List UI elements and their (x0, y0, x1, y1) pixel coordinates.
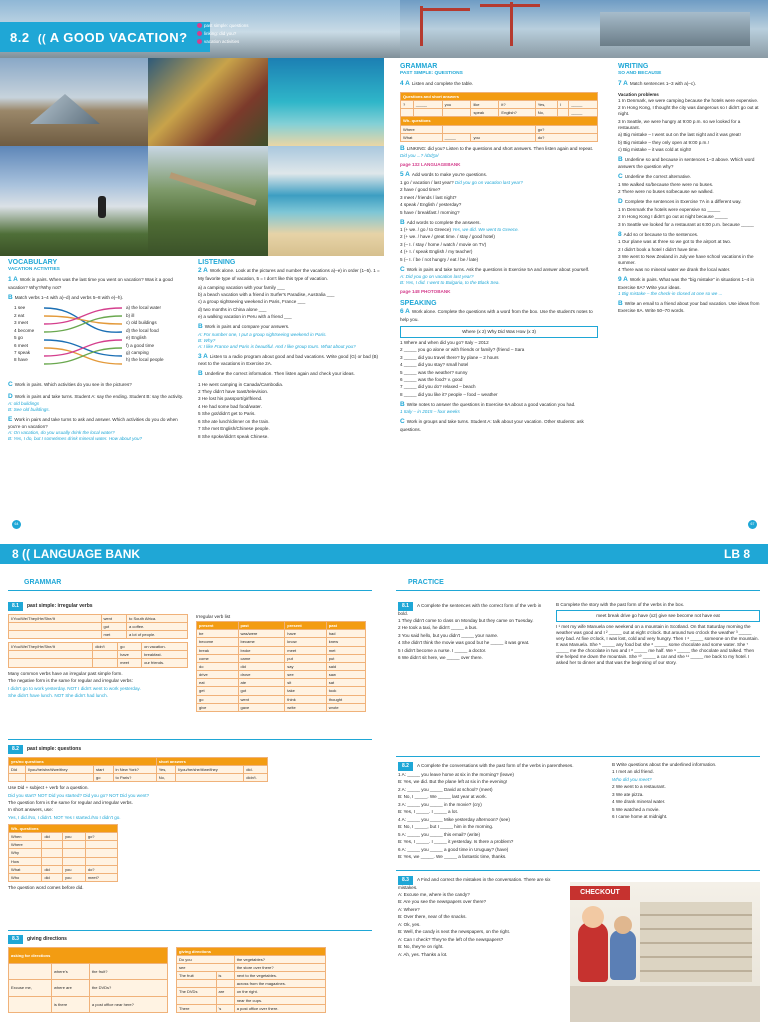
questions-notes: Use Did + subject + verb for a question. Did you start? NOT Did you started? Did you go? NOT Did you went? The question form is the same for regular and irregular verbs. In short answers, use: Yes, I did./No, I didn't. NOT Yes I started./No I didn't go. (8, 785, 150, 820)
exercise-2a: 2 A Work alone. Look at the pictures and number the vacations a)–e) in order (1–5). 1 = My favorite type of vacation, 5 = I don't like this type of vacation. (198, 267, 380, 281)
speaking-title: SPEAKING (400, 300, 437, 308)
verb-box: meet break drive go have (x2) give see become not have eat (556, 610, 760, 622)
exercise-7d: D Complete the sentences in Exercise 7A in a different way. 1 In Denmark the hotels were expensive so _____ 2 In Hong Kong I didn't go out at night because _____ 3 In Seattle we looked for a restaurant at 6:00 p.m. because _____ (618, 198, 754, 227)
lesson-aims: past simple: questions linking: did you? vacation activities (197, 23, 249, 47)
language-bank-code: LB 8 (723, 547, 750, 561)
exercise-4a: 4 A Listen and complete the table. (400, 80, 474, 88)
checkout-sign: CHECKOUT (570, 886, 630, 900)
lb-8-3-grammar: 8.3 giving directions asking for directions where's the fruit? Excuse me, where are the DVDs? is there a post office near here? giving directions Do you the vegetables? see the store over there? The fruit is next to the vegetables. across from the magazines. The DVDs are on the right. near the cups. There 's a post office over there. (8, 935, 372, 1013)
languagebank-link[interactable]: page 132 LANGUAGEBANK (400, 162, 461, 168)
grammar-table: Questions and short answers ? _____ you like it? Yes, I _____ speak English? No, _____ Wh- questions Where go? What _____ you do? (400, 92, 598, 142)
photobank-link[interactable]: page 148 PHOTOBANK (400, 289, 451, 295)
lb-8-2-grammar: 8.2 past simple: questions yes/no questions short answers Did I/you/he/she/it/we/they start in New York? Yes, I/you/he/she/it/we/they did. go to Paris? No, didn't. Use Did + subject + verb for a question. Did you start? NOT Did you started? Did you go? NOT Did you went? The question form is the same for regular and irregular verbs. In short answers, use: Yes, I did./No, I didn't. NOT Yes I started./No I didn't go. Wh- questions When did you go? Where Why How What did you do? Who did you meet? The question word comes before did. (8, 745, 372, 893)
lesson-title: A GOOD VACATION? (49, 30, 188, 45)
page-number-right: 67 (748, 520, 757, 529)
story-text: I ¹ met my wife Manuela one weekend on a mountain in Scotland. On that Saturday morning the weather was good and I ² _____ out at eight o'clock. But around two o'clock the weather ³ _____ very bad. At five o'clock, I was lost, cold and very hungry. Then I ⁴ _____ someone on the mountain. It was Manuela. She ⁵ _____ any food but she ⁶ _____ some chocolate and some water. She ⁷ _____ me the chocolate in two and I ⁸ _____ me half. We ⁹ _____ the chocolate and talked. Then she helped me down the mountain. She ¹⁰ _____ a car and she ¹¹ _____ me back to my hotel. I asked her to dinner and that was the beginning of our story. (556, 623, 759, 665)
exercise-1a: 1 A Work in pairs. When was the last time you went on vacation? Was it a good vacation? Why?/Why not? (8, 276, 173, 290)
lb-grammar-title: GRAMMAR (24, 579, 62, 586)
listening-title: LISTENING (198, 259, 236, 266)
vocabulary-subtitle: VACATION ACTIVITIES (8, 267, 60, 273)
past-simple-positive-table: I/You/We/They/He/She/It went to South Africa. got a coffee. met a lot of people. (8, 614, 188, 640)
lb-8-3-practice: 8.3 A Find and correct the mistakes in the conversation. There are six mistakes. A: Excuse me, where is the candy? B: Are you see the newspapers over there? A: Where? B: Over there, near of the snacks. A: Ok, yes. B: Well, the candy is next the newspapers, on the right. A: Can I check? They're the left of the newspapers? B: No, they're on right. A: Ah, yes. Thanks a lot. (398, 877, 551, 957)
exercise-1c: C Work in pairs. Which activities do you see in the pictures? (8, 381, 132, 389)
lb-8-2-practice: 8.2 A Complete the conversations with the past form of the verbs in parentheses. 1 A: _____ you leave home at six in the morning? (leave) B: Yes, we did. But the plane left at six in the evening! 2 A: _____ you _____ David at school? (meet) B: No, I _____. We _____ last year at work. 3 A: _____ you _____ in the movie? (cry) B: Yes, I _____. I _____ a lot. 4 A: _____ you _____ Mike yesterday afternoon? (see) B: No, I _____, but I _____ him in the morning. 5 A: _____ you _____ this email? (write) B: Yes, I _____. I _____ it yesterday. Is there a problem? 6 A: _____ you _____ a good time in Uruguay? (have) B: Yes, we _____. We _____ a fantastic time, thanks. B Write questions about the underlined information. 1 I met an old friend. Who did you meet? 2 We went to a restaurant. 3 We ate pizza. 4 We drank mineral water. 5 We watched a movie. 6 I came home at midnight. (398, 762, 717, 860)
language-bank-header (0, 544, 768, 564)
past-simple-notes: Many common verbs have an irregular past simple form. The negative form is the same for regular and irregular verbs: I didn't go to work yesterday. NOT I didn't went to work yesterday. She didn't have lunch. NOT She didn't had lunch. (8, 670, 141, 699)
speaking-questions: 1 Where and when did you go? Italy – 2012 2 _____ you go alone or with friends or family? (friend – Sara 3 _____ did you travel there? by plane – 2 hours 4 _____ did you stay? small hotel 5 _____ was the weather? sunny 6 _____ was the food? v. good 7 _____ did you do? relaxed – beach 8 _____ did you like it? people – food – weather (400, 339, 525, 397)
word-box: Where (x 2) Why Did Was How (x 3) (400, 326, 598, 338)
exercise-5b: B Add words to complete the answers. 1 (+ we. / go / to Greece) Yes, we did. We went to Greece. 2 (+ we. / have / great time. / stay / good hotel) 3 (– I. / stay / home / watch / movie on TV) 4 (+ I. / speak English / my teacher) 5 (– I. / be / not hungry / eat / be / late) (400, 218, 519, 262)
past-simple-questions-table: yes/no questions short answers Did I/you/he/she/it/we/they start in New York? Yes, I/you/he/she/it/we/they did. go to Paris? No, didn't. (8, 757, 268, 783)
writing-section (618, 62, 760, 317)
exercise-5c: C Work in pairs and take turns. Ask the questions in Exercise 5A and answer about yourself. A: Did you go on vacation last year? B: Yes, I did. I went to Bulgaria, to the Black Sea. (400, 265, 590, 286)
grammar-title: GRAMMAR (400, 63, 438, 70)
exercise-7c: C Underline the correct alternative. 1 We walked so/because there were no buses. 2 There were no buses so/because we walked. (618, 173, 714, 195)
match-lines (44, 305, 122, 375)
writing-subtitle: SO AND BECAUSE (618, 71, 662, 77)
market-photo (148, 58, 268, 146)
exercise-7b: B Underline so and because in sentences 1–3 above. Which word answers the question why? (618, 155, 755, 170)
beach-sea-photo (268, 58, 384, 146)
grammar-section (400, 62, 598, 436)
irregular-verb-list-title: Irregular verb list (196, 613, 231, 619)
exercise-3b: B Underline the correct information. Then listen again and check your ideas. (198, 370, 355, 378)
giving-directions-table: giving directions Do you the vegetables? see the store over there? The fruit is next to the vegetables. across from the magazines. The DVDs are on the right. near the cups. There 's a post office over there. (176, 947, 326, 1014)
exercise-9a: 9 A Work in pairs. What was the "big mistake" in situations 1–4 in Exercise 8A? Write your ideas. 1 Big mistake – the check-in closed at one so we ... (618, 276, 755, 296)
exercise-9b: B Write an email to a friend about your bad vacation. Use ideas from Exercise 8A. Write 50–70 words. (618, 299, 760, 314)
lesson-heading: 8.2 (( A GOOD VACATION? (0, 22, 210, 52)
wh-questions-table: Wh- questions When did you go? Where Why How What did you do? Who did you meet? (8, 824, 118, 882)
checkout-illustration (570, 882, 760, 1022)
great-wall-photo (148, 146, 268, 256)
surfers-paradise-photo (268, 146, 384, 256)
exercise-6c: C Work in groups and take turns. Student A: talk about your vacation. Other students: ask questions. (400, 418, 584, 432)
vacation-problems: Vacation problems 1 In Denmark, we were camping because the hotels were expensive. 2 In Hong Kong, I thought the city was dangerous so I didn't go out at night. 3 In Seattle, we were hungry at 9:00 p.m. so we looked for a restaurant. a) Big mistake – I went out on the last night and it was great! b) Big mistake – they only open at 9:00 p.m.! c) Big mistake – it was cold at night! (618, 91, 759, 153)
louvre-photo (0, 58, 148, 146)
exercise-3a: 3 A Listen to a radio program about good and bad vacations. Write good (G) or bad (B) next to the vacations in Exercise 2A. (198, 352, 379, 367)
exercise-6a: 6 A Work alone. Complete the questions with a word from the box. Use the student's notes to help you. (400, 308, 593, 322)
exercise-1b: B Match verbs 1–4 with a)–d) and verbs 5–8 with e)–h). (8, 293, 124, 301)
wh-note: The question word comes before did. (8, 885, 84, 891)
vocabulary-section (8, 258, 190, 445)
exercise-5a: 5 A Add words to make you're questions. 1 go / vacation / last year? Did you go on vacation last year? 2 have / good time? 3 meet / friends / last night? 4 speak / English / yesterday? 5 have / breakfast / morning? (400, 171, 523, 215)
asking-directions-table: asking for directions where's the fruit? Excuse me, where are the DVDs? is there a post office near here? (8, 947, 168, 1014)
exercise-2b: B Work in pairs and compare your answers. A: For number one, I put a group sightseeing weekend in Paris. B: Why? A: I like France and Paris is beautiful. And I like group tours. What about you? (198, 323, 356, 349)
listening-sentences: 1 He went camping in Canada/Cambodia. 2 They didn't have toast/television. 3 He lost his passport/girlfriend. 4 He had some bad food/water. 5 She got/didn't get to Paris. 6 She ate lunch/dinner on the train. 7 She met English/Chinese people. 8 She spoke/didn't speak Chinese. (198, 381, 284, 439)
exercise-8: 8 Add so or because to the sentences. 1 Our plane was at three so we got to the airport at two. 2 I didn't book a hotel I didn't have time. 3 We went to New Zealand in July we have school vacations in the summer. 4 There was no mineral water we drank the local water. (618, 230, 754, 273)
lb-8-1-practice: 8.1 A Complete the sentences with the correct form of the verb in bold. 1 They didn't come to class on Monday but they came on Tuesday. 2 He took a taxi, he didn't _____ a bus. 3 You said hello, but you didn't _____ your name. 4 She didn't think the movie was good but he _____ it was great. 5 I didn't become a nurse. I _____ a doctor. 6 We didn't sit here, we _____ over there. B Complete the story with the past form of the verbs in the box. meet break drive go have (x2) give see become not have eat I ¹ met my wife Manuela one weekend on a mountain in Scotland. On that Saturday morning the weather was good and I ² _____ out at eight o'clock. But around two o'clock the weather ³ _____ very bad. At five o'clock, I was lost, cold and very hungry. Then I ⁴ _____ someone on the mountain. It was Manuela. She ⁵ _____ any food but she ⁶ _____ some chocolate and some water. She ⁷ _____ me the chocolate in two and I ⁸ _____ me half. We ⁹ _____ the chocolate and talked. Then she helped me down the mountain. She ¹⁰ _____ a car and she ¹¹ _____ me back to my hotel. I asked her to dinner and that was the beginning of our story. (398, 602, 759, 665)
language-bank-spread (0, 532, 768, 1024)
irregular-verb-table: present past present past be was/were have had become became know knew break broke meet met come came put put do did say said drive drove see saw eat ate sit sat get got take took go went think thought give gave write wrote (196, 621, 366, 712)
past-simple-negative-table: I/You/We/They/He/She/It didn't go on vacation. have breakfast. meet our friends. (8, 642, 188, 668)
vacation-options: a) a camping vacation with your family ___ b) a beach vacation with a friend in Surfer's Paradise, Australia ___ c) a group sightseeing weekend in Paris, France ___ d) two months in China alone ___ e) a walking vacation in Peru with a friend ___ (198, 284, 335, 320)
page-number-left: 64 (12, 520, 21, 529)
lb-8-1-grammar: 8.1 past simple: irregular verbs I/You/We/They/He/She/It went to South Africa. got a coffee. met a lot of people. I/You/We/They/He/She/It didn't go on vacation. have breakfast. meet our friends. Many common verbs have an irregular past simple form. The negative form is the same for regular and irregular verbs: I didn't go to work yesterday. NOT I didn't went to work yesterday. She didn't have lunch. NOT She didn't had lunch. Irregular verb list present past present past be was/were have had become became know knew break broke meet met come came put put do did say said drive drove see saw eat ate sit sat get got take took go went think thought give gave write wrote (8, 602, 372, 712)
grammar-subtitle: PAST SIMPLE: QUESTIONS (400, 71, 463, 77)
listening-section (198, 258, 386, 443)
lb-practice-title: PRACTICE (408, 579, 444, 586)
hiker-mountain-photo (0, 146, 148, 256)
exercise-1e: E Work in pairs and take turns to ask and answer. Which activities do you do when you're on vacation? A: On vacation, do you usually drink the local water? B: Yes, I do, but I sometimes drink mineral water. How about you? (8, 415, 178, 442)
language-bank-title: 8 (( LANGUAGE BANK (12, 547, 141, 561)
harbour-cranes-photo (400, 0, 768, 58)
exercise-4b: B LINKING: did you? Listen to the questions and short answers. Then listen again and repeat. Did you ...? /dɪdʒə/ (400, 144, 594, 159)
writing-title: WRITING (618, 63, 649, 70)
vocabulary-title: VOCABULARY (8, 259, 58, 266)
exercise-1d: D Work in pairs and take turns. Student A: say the ending. Student B: say the activity. A: old buildings B: See old buildings. (8, 392, 184, 413)
lesson-number: 8.2 (10, 30, 30, 45)
exercise-6b: B Write notes to answer the questions in Exercise 6A about a good vacation you had. 1 Italy – in 2015 – four weeks (400, 400, 576, 415)
verb-match-diagram: 1 see 2 eat 3 meet 4 become 5 go 6 meet 7 speak 8 have a) the local water b) ill c) old buildings d) the local food e) English f) a good time g) camping h) the local people (8, 305, 190, 381)
exercise-7a: 7 A Match sentences 1–3 with a)–c). (618, 80, 697, 88)
